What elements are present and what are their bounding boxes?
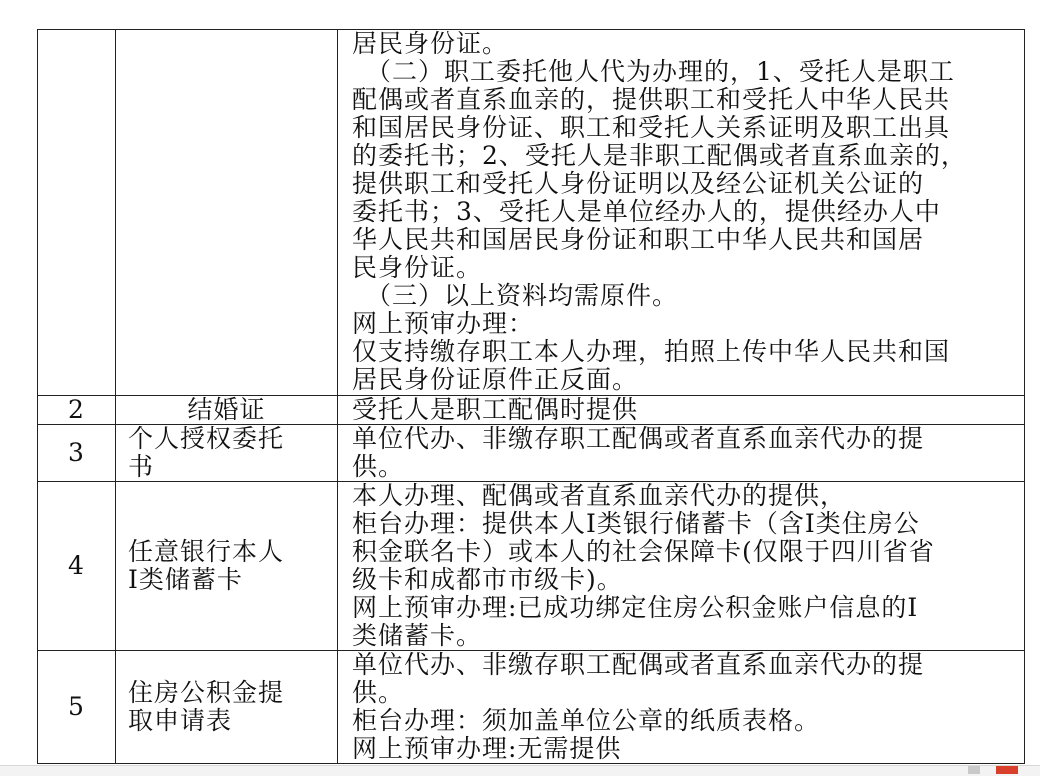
description-line: 受托人是职工配偶时提供: [352, 395, 639, 424]
corner-marker-icon: [996, 766, 1018, 774]
description-line: 委托书；3、受托人是单位经办人的，提供经办人中: [352, 197, 941, 226]
table-row: [38, 651, 1025, 764]
row-number: [38, 30, 116, 396]
description-line: 民身份证。: [352, 253, 483, 282]
row-number: 3: [38, 425, 116, 482]
description-line: 积金联名卡）或本人的社会保障卡(仅限于四川省省: [352, 537, 935, 566]
material-name: [116, 425, 338, 482]
description-line: 的委托书；2、受托人是非职工配偶或者直系血亲的，: [352, 141, 967, 170]
material-name-line: 个人授权委托: [128, 424, 285, 453]
table-row: [38, 396, 1025, 425]
material-name: [116, 482, 338, 651]
material-name-line: 取申请表: [128, 706, 233, 735]
window-bottom-strip: [0, 765, 1040, 776]
material-description: [338, 30, 1025, 396]
description-line: （三）以上资料均需原件。: [366, 281, 679, 310]
description-line: 供。: [352, 678, 405, 707]
description-line: 级卡和成都市市级卡)。: [352, 565, 623, 594]
material-description: [338, 425, 1025, 482]
material-name-line: 任意银行本人: [128, 537, 285, 566]
table-row: [38, 482, 1025, 651]
table-row: [38, 425, 1025, 482]
material-name-line: Ⅰ类储蓄卡: [128, 565, 243, 594]
material-name-line: 住房公积金提: [128, 678, 285, 707]
description-line: 配偶或者直系血亲的，提供职工和受托人中华人民共: [352, 85, 951, 114]
material-description: [338, 482, 1025, 651]
requirements-table: [37, 29, 1025, 764]
material-name: [116, 396, 338, 425]
material-description: [338, 651, 1025, 764]
status-indicator-icon: [968, 766, 980, 774]
material-description: [338, 396, 1025, 425]
description-line: 单位代办、非缴存职工配偶或者直系血亲代办的提: [352, 424, 925, 453]
description-line: （二）职工委托他人代为办理的，1、受托人是职工: [366, 57, 955, 86]
description-line: 单位代办、非缴存职工配偶或者直系血亲代办的提: [352, 650, 925, 679]
description-line: 和国居民身份证、职工和受托人关系证明及职工出具: [352, 113, 951, 142]
description-line: 仅支持缴存职工本人办理，拍照上传中华人民共和国: [352, 337, 951, 366]
description-line: 居民身份证原件正反面。: [352, 365, 639, 394]
description-line: 华人民共和国居民身份证和职工中华人民共和国居: [352, 225, 925, 254]
description-line: 类储蓄卡。: [352, 621, 483, 650]
material-name-line: 书: [128, 452, 155, 481]
description-line: 柜台办理：提供本人Ⅰ类银行储蓄卡（含Ⅰ类住房公: [352, 509, 920, 538]
description-line: 柜台办理：须加盖单位公章的纸质表格。: [352, 706, 821, 735]
table-row: [38, 30, 1025, 396]
description-line: 居民身份证。: [352, 29, 509, 58]
material-name: [116, 30, 338, 396]
description-line: 网上预审办理：: [352, 309, 535, 338]
description-line: 网上预审办理:无需提供: [352, 734, 622, 763]
material-name-line: 结婚证: [187, 395, 266, 424]
description-line: 网上预审办理:已成功绑定住房公积金账户信息的Ⅰ: [352, 593, 919, 622]
description-line: 本人办理、配偶或者直系血亲代办的提供，: [352, 481, 847, 510]
description-line: 提供职工和受托人身份证明以及经公证机关公证的: [352, 169, 925, 198]
description-line: 供。: [352, 452, 405, 481]
material-name: [116, 651, 338, 764]
row-number: 2: [38, 396, 116, 425]
row-number: 4: [38, 482, 116, 651]
row-number: 5: [38, 651, 116, 764]
